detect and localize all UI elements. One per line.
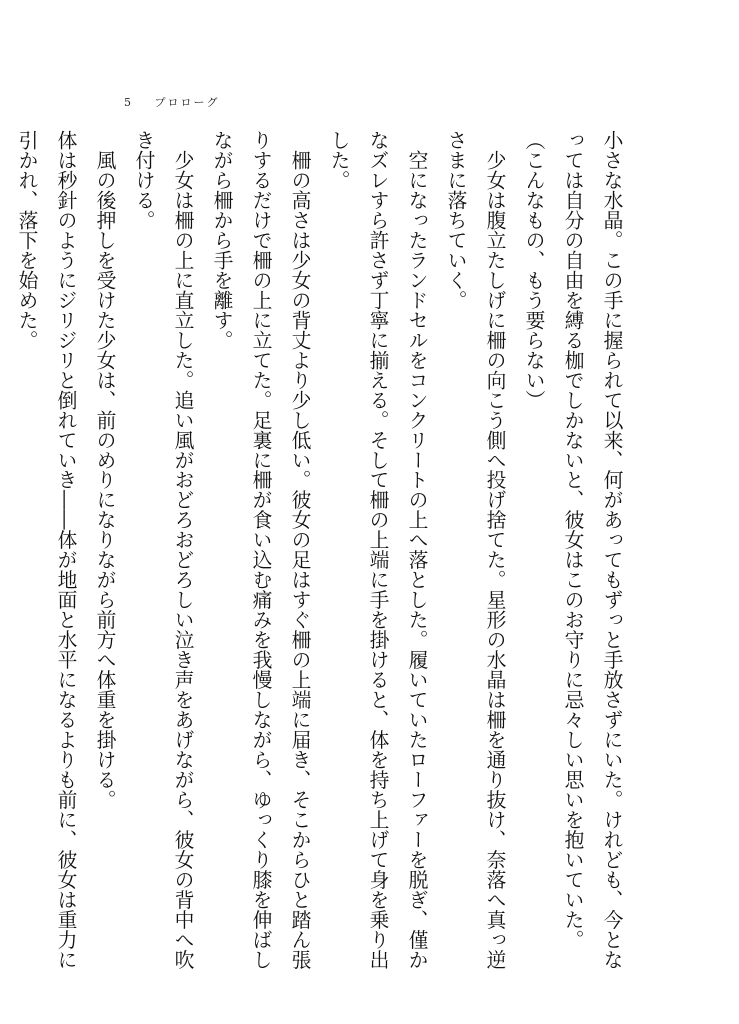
text-line: 少女は柵の上に直立した。追い風がおどろおどろしい泣き声をあげながら、彼女の背中へ吹	[171, 130, 194, 970]
text-line: ながら柵から手を離す。	[210, 130, 233, 350]
text-line: 少女は腹立たしげに柵の向こう側へ投げ捨てた。星形の水晶は柵を通り抜け、奈落へ真っ逆	[483, 130, 506, 970]
text-line	[0, 130, 7, 930]
page-number: 5	[124, 96, 132, 109]
text-line: き付ける。	[132, 130, 155, 230]
text-line: 柵の高さは少女の背丈より少し低い。彼女の足はすぐ柵の上端に届き、そこからひと踏ん張	[288, 130, 311, 970]
text-line: 引かれ、落下を始めた。	[15, 130, 38, 350]
text-line: 小さな水晶。この手に握られて以来、何があってもずっと手放さずにいた。けれども、今とな	[600, 130, 623, 970]
running-head	[124, 94, 220, 110]
text-line: さまに落ちていく。	[444, 130, 467, 310]
text-line: なズレすら許さず丁寧に揃える。そして柵の上端に手を掛けると、体を持ち上げて身を乗り出	[366, 130, 389, 970]
text-line: 風の後押しを受けた少女は、前のめりになりながら前方へ体重を掛ける。	[93, 130, 116, 810]
chapter-title: プロローグ	[154, 96, 220, 109]
text-line: りするだけで柵の上に立てた。足裏に柵が食い込む痛みを我慢しながら、ゆっくり膝を伸ばし	[249, 130, 272, 970]
text-line: （こんなもの、もう要らない）	[522, 130, 545, 410]
text-line: 空になったランドセルをコンクリートの上へ落とした。履いていたローファーを脱ぎ、僅か	[405, 130, 428, 970]
text-line: した。	[327, 130, 350, 190]
text-line: 体は秒針のようにジリジリと倒れていき――体が地面と水平になるよりも前に、彼女は重力に	[54, 130, 77, 970]
text-line: っては自分の自由を縛る枷でしかないと、彼女はこのお守りに忌々しい思いを抱いていた。	[561, 130, 584, 950]
vertical-body-text	[0, 130, 631, 970]
